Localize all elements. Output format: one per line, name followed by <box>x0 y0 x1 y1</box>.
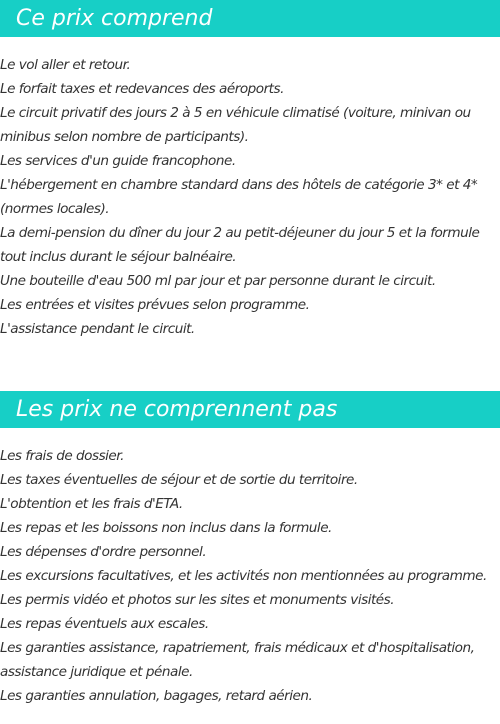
list-item: Les dépenses d'ordre personnel. <box>0 544 207 560</box>
list-item: Une bouteille d'eau 500 ml par jour et par personne durant le circuit. <box>0 273 436 289</box>
list-item: Les garanties assistance, rapatriement, frais médicaux et d'hospitalisation, assistance juridique et pénale. <box>0 640 475 680</box>
list-item: L'hébergement en chambre standard dans des hôtels de catégorie 3* et 4* (normes locales). <box>0 177 478 217</box>
list-item: Les repas et les boissons non inclus dans la formule. <box>0 520 332 536</box>
list-item: Les entrées et visites prévues selon programme. <box>0 297 310 313</box>
list-item: Le vol aller et retour. <box>0 57 131 73</box>
list-item: Les services d'un guide francophone. <box>0 153 236 169</box>
list-item: La demi-pension du dîner du jour 2 au petit-déjeuner du jour 5 et la formule tout inclus durant le séjour balnéaire. <box>0 225 480 265</box>
list-item: Le forfait taxes et redevances des aéroports. <box>0 81 284 97</box>
list-item: L'assistance pendant le circuit. <box>0 321 195 337</box>
includes-title: Ce prix comprend <box>16 6 213 31</box>
excludes-header <box>0 391 500 428</box>
list-item: Les repas éventuels aux escales. <box>0 616 209 632</box>
excludes-list <box>0 444 500 708</box>
excludes-title: Les prix ne comprennent pas <box>16 397 338 422</box>
list-item: Les permis vidéo et photos sur les sites et monuments visités. <box>0 592 395 608</box>
includes-header <box>0 0 500 37</box>
list-item: L'obtention et les frais d'ETA. <box>0 496 183 512</box>
list-item: Le circuit privatif des jours 2 à 5 en véhicule climatisé (voiture, minivan ou minibus selon nombre de participants). <box>0 105 471 145</box>
list-item: Les taxes éventuelles de séjour et de sortie du territoire. <box>0 472 358 488</box>
list-item: Les garanties annulation, bagages, retard aérien. <box>0 688 313 704</box>
includes-list <box>0 53 500 341</box>
list-item: Les excursions facultatives, et les activités non mentionnées au programme. <box>0 568 487 584</box>
list-item: Les frais de dossier. <box>0 448 124 464</box>
